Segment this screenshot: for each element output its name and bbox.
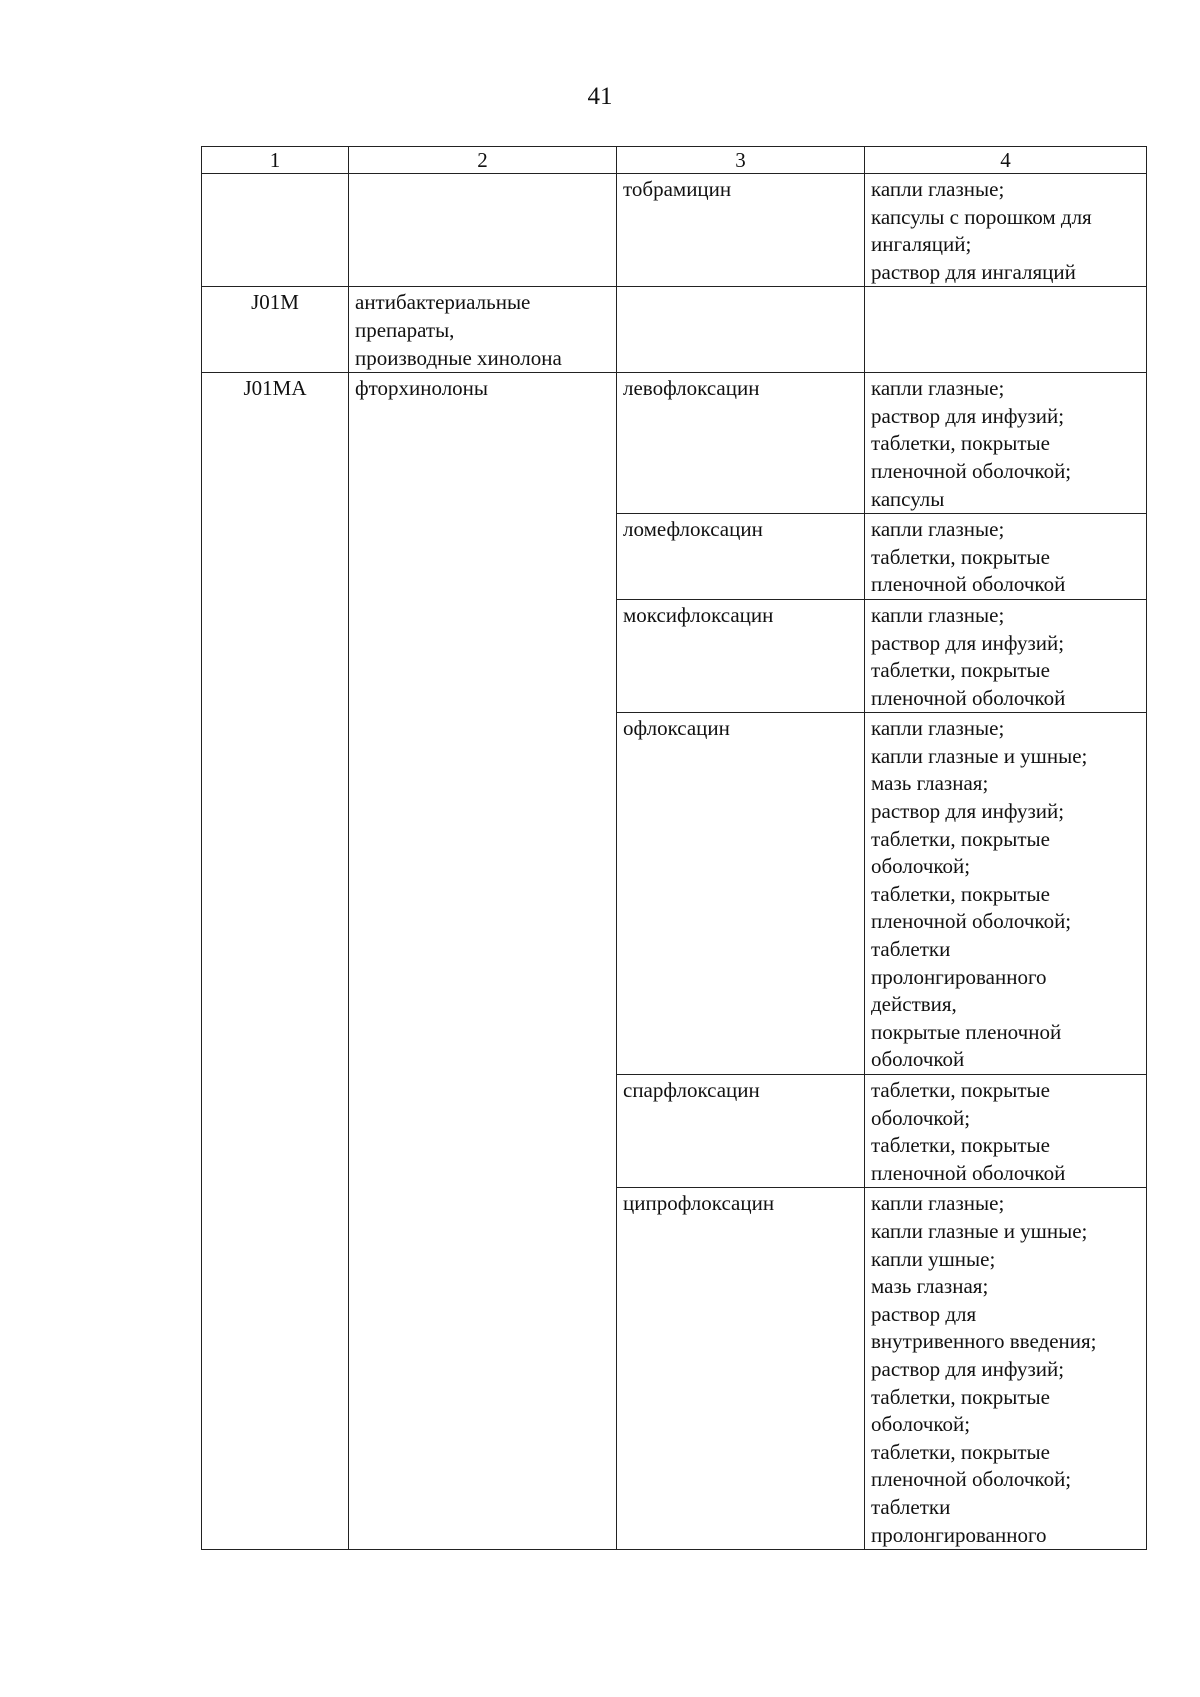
table-row	[202, 174, 1147, 287]
text-line: производные хинолона	[355, 345, 562, 370]
text-line: раствор для ингаляций	[871, 259, 1076, 284]
group-name-cell	[349, 599, 617, 712]
text-line: покрытые пленочной	[871, 1019, 1062, 1044]
atc-code-cell	[202, 514, 349, 600]
dosage-forms-cell	[865, 713, 1147, 1075]
text-line: раствор для инфузий;	[871, 1356, 1065, 1381]
drug-name-cell	[617, 287, 865, 373]
text-line: оболочкой	[871, 1047, 965, 1072]
text-line: таблетки, покрытые	[871, 544, 1050, 569]
group-name-cell	[349, 1075, 617, 1188]
text-line: капли ушные;	[871, 1246, 996, 1271]
text-line: капли глазные и ушные;	[871, 743, 1088, 768]
text-line: таблетки, покрытые	[871, 1133, 1050, 1158]
text-line: раствор для инфузий;	[871, 403, 1065, 428]
text-line: внутривенного введения;	[871, 1329, 1097, 1354]
atc-code-cell	[202, 1075, 349, 1188]
drug-table	[201, 146, 1147, 1550]
group-name-cell	[349, 713, 617, 1075]
atc-code-cell: J01M	[202, 287, 349, 373]
text-line: антибактериальные	[355, 290, 531, 315]
text-line: раствор для	[871, 1301, 977, 1326]
group-name-cell	[349, 373, 617, 514]
text-line: пролонгированного	[871, 1522, 1047, 1547]
text-line: пленочной оболочкой;	[871, 1467, 1072, 1492]
text-line: пленочной оболочкой;	[871, 458, 1072, 483]
text-line: препараты,	[355, 317, 455, 342]
drug-name-cell: моксифлоксацин	[617, 599, 865, 712]
text-line: таблетки, покрытые	[871, 1078, 1050, 1102]
text-line: раствор для инфузий;	[871, 630, 1065, 655]
page-number: 41	[587, 83, 613, 110]
text-line: капли глазные;	[871, 716, 1005, 741]
text-line: пленочной оболочкой	[871, 1160, 1066, 1185]
atc-code-cell	[202, 1188, 349, 1550]
text-line: таблетки	[871, 1494, 951, 1519]
group-name-cell	[349, 514, 617, 600]
header-row	[202, 147, 1147, 174]
drug-name-cell: ципрофлоксацин	[617, 1188, 865, 1550]
drug-name-cell: офлоксацин	[617, 713, 865, 1075]
table-row	[202, 599, 1147, 712]
text-line: капли глазные и ушные;	[871, 1218, 1088, 1243]
atc-code-cell: J01MA	[202, 373, 349, 514]
dosage-forms-cell	[865, 373, 1147, 514]
table-row	[202, 1075, 1147, 1188]
text-line: действия,	[871, 992, 957, 1017]
text-line: таблетки, покрытые	[871, 826, 1050, 851]
text-line: таблетки, покрытые	[871, 431, 1050, 456]
atc-code-cell	[202, 174, 349, 287]
table-row	[202, 713, 1147, 1075]
group-name-cell	[349, 287, 617, 373]
text-line: таблетки, покрытые	[871, 881, 1050, 906]
text-line: капли глазные;	[871, 602, 1005, 627]
text-line: капли глазные;	[871, 517, 1005, 542]
table-row	[202, 1188, 1147, 1550]
text-line: пролонгированного	[871, 964, 1047, 989]
text-line: пленочной оболочкой;	[871, 909, 1072, 934]
text-line: фторхинолоны	[355, 376, 489, 401]
text-line: таблетки	[871, 937, 951, 962]
drug-name-cell: тобрамицин	[617, 174, 865, 287]
table-row	[202, 287, 1147, 373]
text-line: таблетки, покрытые	[871, 1384, 1050, 1409]
dosage-forms-cell	[865, 287, 1147, 373]
text-line: оболочкой;	[871, 1412, 971, 1437]
group-name-cell	[349, 1188, 617, 1550]
text-line: пленочной оболочкой	[871, 685, 1066, 710]
text-line: капли глазные;	[871, 376, 1005, 401]
group-name-cell	[349, 174, 617, 287]
header-col-3: 3	[617, 147, 865, 174]
atc-code-cell	[202, 713, 349, 1075]
text-line: мазь глазная;	[871, 1274, 989, 1299]
atc-code-cell	[202, 599, 349, 712]
header-col-4: 4	[865, 147, 1147, 174]
dosage-forms-cell	[865, 1188, 1147, 1550]
text-line: ингаляций;	[871, 232, 972, 257]
table-row	[202, 514, 1147, 600]
table-row	[202, 373, 1147, 514]
drug-name-cell: спарфлоксацин	[617, 1075, 865, 1188]
dosage-forms-cell	[865, 1075, 1147, 1188]
text-line: таблетки, покрытые	[871, 1439, 1050, 1464]
text-line: капли глазные;	[871, 177, 1005, 201]
text-line: оболочкой;	[871, 1105, 971, 1130]
drug-name-cell: левофлоксацин	[617, 373, 865, 514]
dosage-forms-cell	[865, 599, 1147, 712]
dosage-forms-cell	[865, 174, 1147, 287]
text-line: раствор для инфузий;	[871, 799, 1065, 824]
text-line: капли глазные;	[871, 1191, 1005, 1216]
text-line: капсулы с порошком для	[871, 204, 1092, 229]
dosage-forms-cell	[865, 514, 1147, 600]
header-col-1: 1	[202, 147, 349, 174]
text-line: капсулы	[871, 486, 945, 511]
drug-name-cell: ломефлоксацин	[617, 514, 865, 600]
text-line: пленочной оболочкой	[871, 572, 1066, 597]
header-col-2: 2	[349, 147, 617, 174]
text-line: мазь глазная;	[871, 771, 989, 796]
text-line: таблетки, покрытые	[871, 658, 1050, 683]
text-line: оболочкой;	[871, 854, 971, 879]
